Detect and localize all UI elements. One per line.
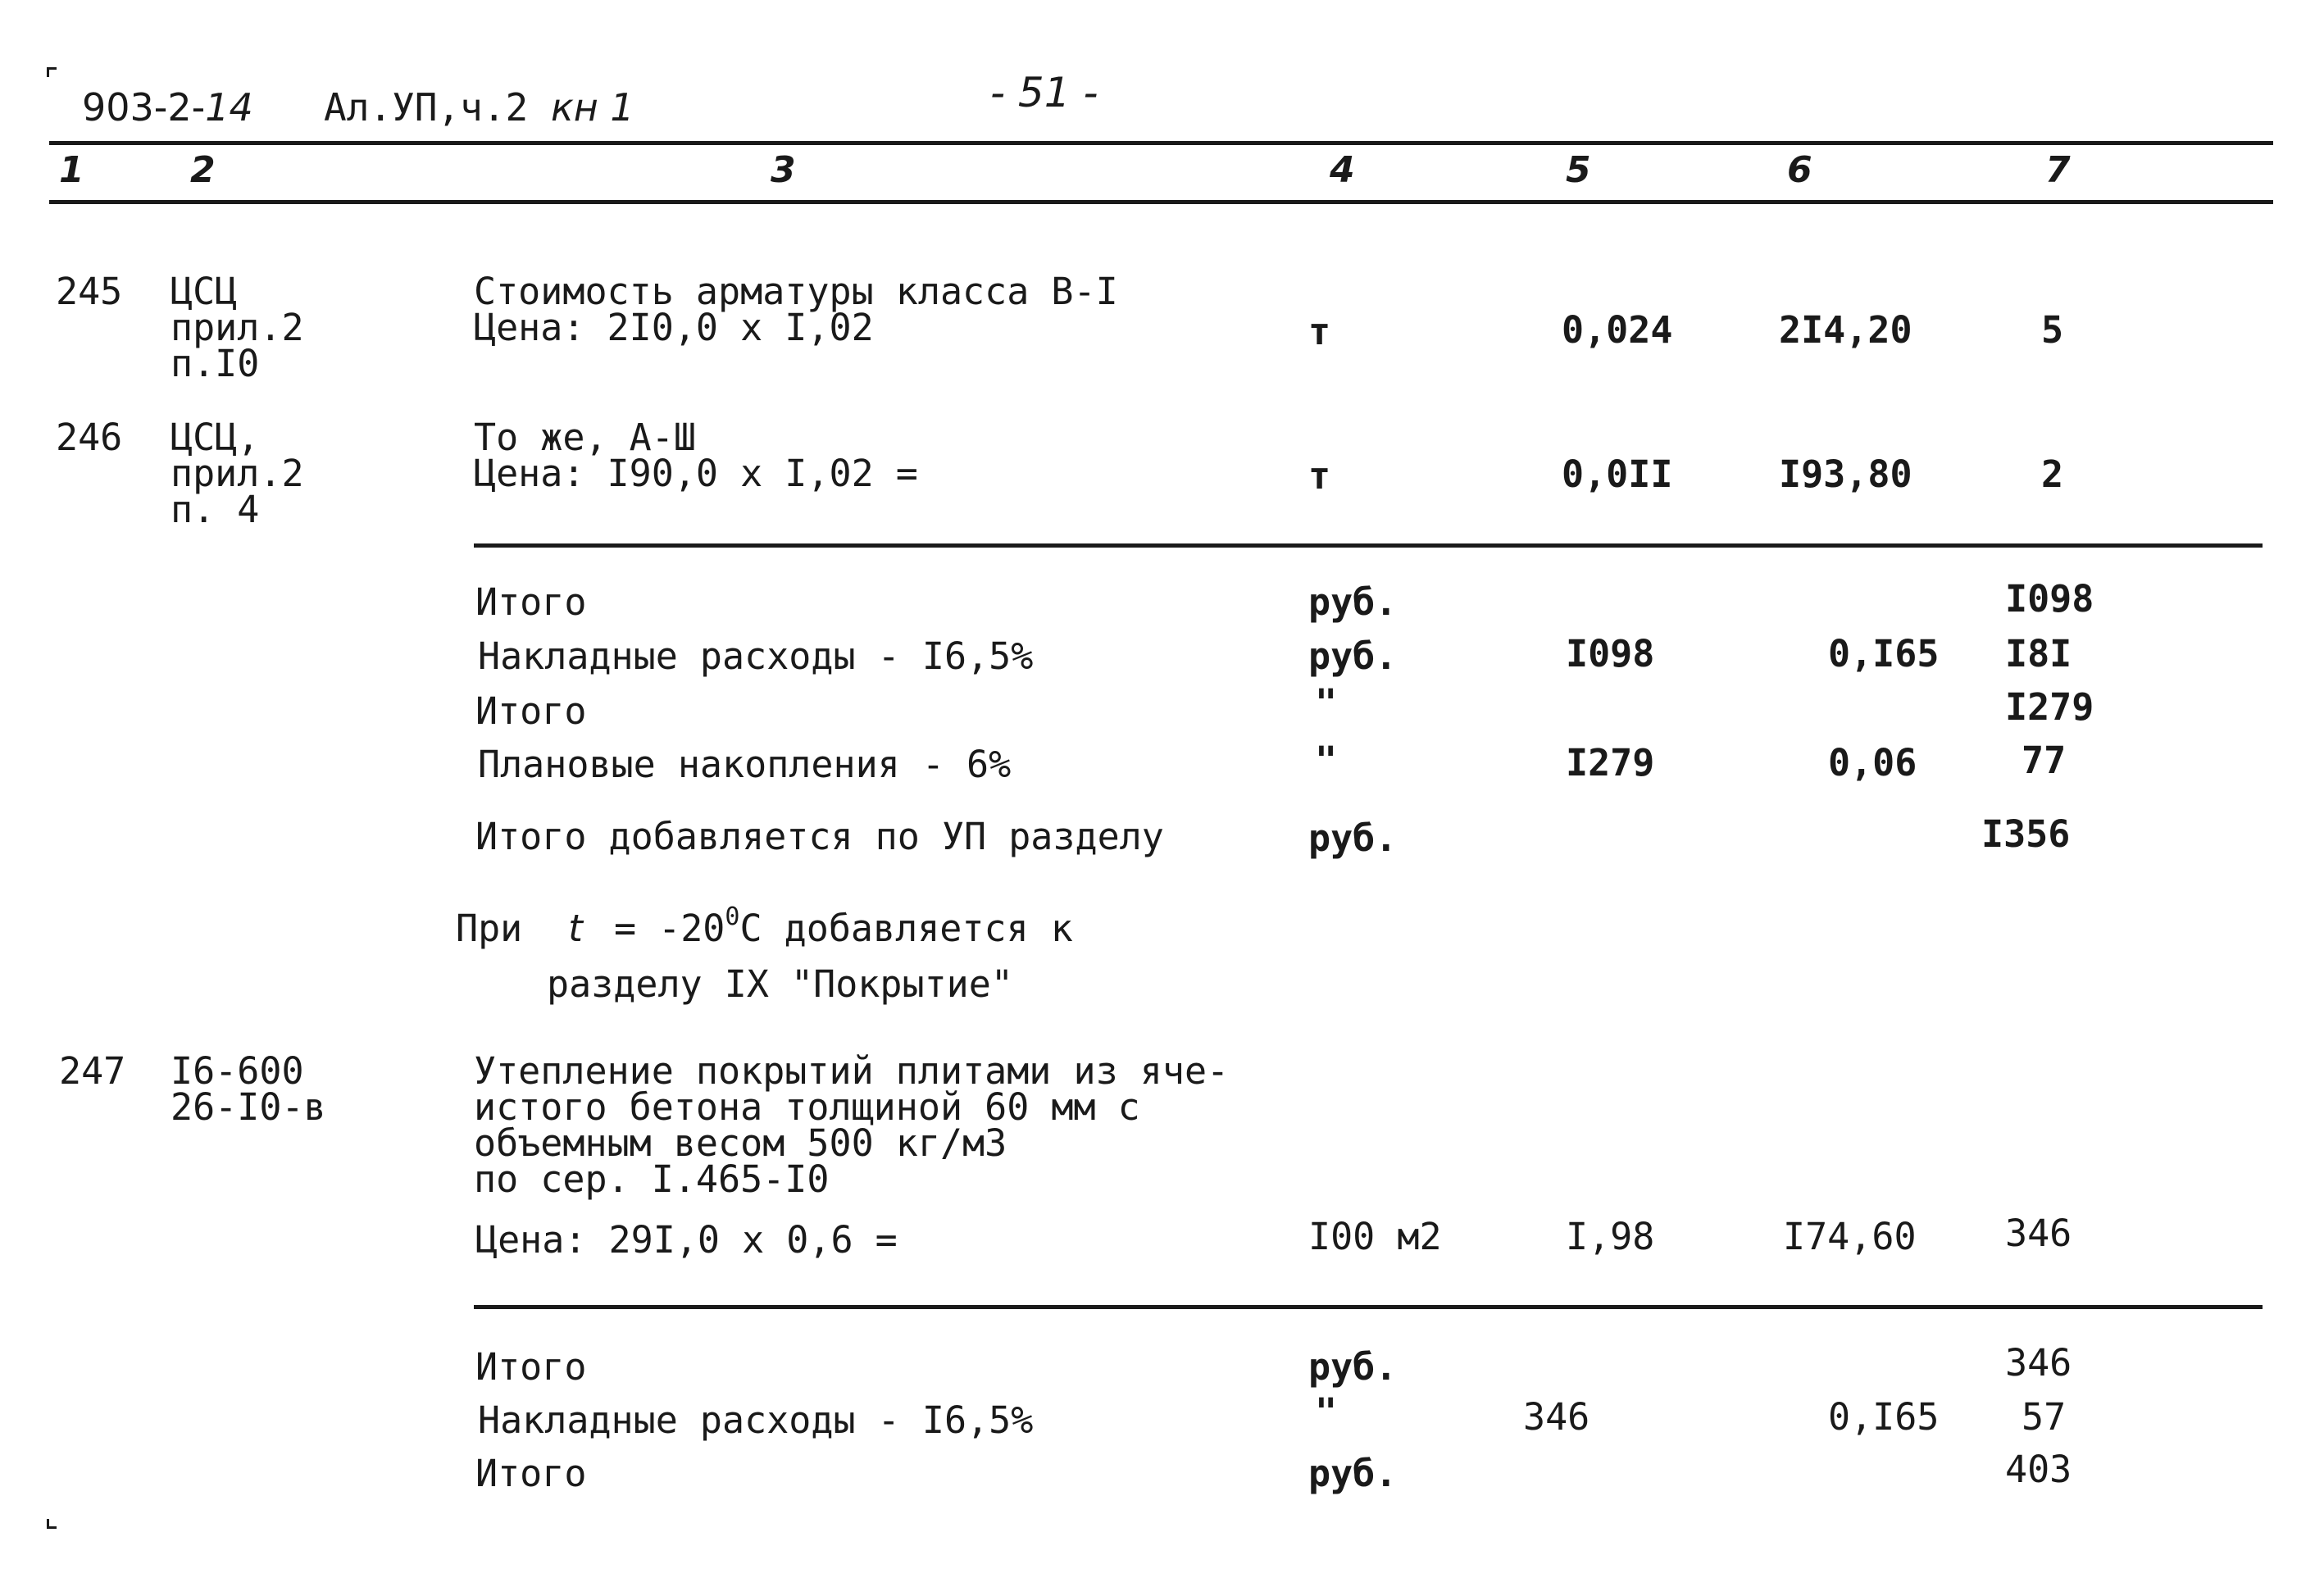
- col-num-7: 7: [2045, 149, 2071, 191]
- section-total-value: I356: [1981, 812, 2071, 856]
- totals1-rate-3: 0,06: [1828, 741, 1917, 784]
- row-246-ref: ЦСЦ, прил.2 п. 4: [171, 416, 304, 531]
- totals1-base-1: I098: [1566, 632, 1655, 675]
- row-246-price: I93,80: [1779, 452, 1912, 496]
- note-degree-sup: 0: [725, 903, 740, 931]
- totals1-label-3: Плановые накопления - 6%: [478, 743, 1012, 786]
- note-symbol: t: [568, 907, 583, 950]
- note-line-1: [456, 903, 1073, 950]
- totals1-total-2: I279: [2005, 685, 2094, 729]
- totals2-base-1: 346: [1523, 1395, 1590, 1439]
- row-247-total: 346: [2005, 1212, 2072, 1255]
- row-247-num: 247: [59, 1049, 126, 1093]
- album-ref: [324, 85, 634, 130]
- col-num-6: 6: [1787, 149, 1812, 191]
- header-rule-top: [49, 141, 2273, 145]
- doc-code: [82, 85, 253, 130]
- row-247-desc: Утепление покрытий плитами из яче- истого бетона толщиной 60 мм с объемным весом 500 кг/м3 по сер. I.465-I0: [474, 1049, 1230, 1201]
- totals2-unit-0: руб.: [1308, 1345, 1398, 1389]
- row-246-total: 2: [2041, 452, 2064, 496]
- row-246-num: 246: [56, 416, 123, 459]
- totals2-label-0: Итого: [475, 1345, 587, 1389]
- corner-mark-top-left: [47, 67, 57, 77]
- totals1-total-0: I098: [2005, 577, 2094, 621]
- row-246-qty: 0,0II: [1562, 452, 1673, 496]
- totals2-unit-1: ": [1315, 1390, 1338, 1434]
- album-printed: Ал.УП,ч.2: [324, 85, 529, 130]
- doc-code-printed: 903-2-: [82, 85, 206, 130]
- row-247-price: I74,60: [1783, 1215, 1917, 1258]
- totals1-unit-0: руб.: [1308, 580, 1398, 624]
- totals2-rate-1: 0,I65: [1828, 1395, 1940, 1439]
- section-rule-1: [474, 543, 2263, 548]
- row-246-unit: т: [1308, 454, 1331, 498]
- totals1-total-1: I8I: [2005, 632, 2072, 675]
- col-num-5: 5: [1566, 149, 1591, 191]
- row-246-desc: То же, А-Ш Цена: I90,0 x I,02 =: [474, 416, 918, 495]
- totals2-total-2: 403: [2005, 1448, 2072, 1491]
- row-245-num: 245: [56, 270, 123, 313]
- note-condition: = -20: [613, 907, 725, 950]
- row-245-qty: 0,024: [1562, 308, 1673, 352]
- totals1-base-3: I279: [1566, 741, 1655, 784]
- note-condition-rest: С добавляется к: [739, 907, 1073, 950]
- totals2-label-1: Накладные расходы - I6,5%: [478, 1398, 1034, 1442]
- page-number: - 51 -: [990, 69, 1098, 116]
- totals2-total-1: 57: [2022, 1395, 2067, 1439]
- section-total-label: Итого добавляется по УП разделу: [475, 815, 1164, 858]
- col-num-2: 2: [190, 149, 216, 191]
- row-245-desc: Стоимость арматуры класса В-I Цена: 2I0,0 x I,02: [474, 270, 1118, 349]
- totals1-label-2: Итого: [475, 689, 587, 733]
- row-245-price: 2I4,20: [1779, 308, 1912, 352]
- row-245-total: 5: [2041, 308, 2064, 352]
- header-rule-bottom: [49, 200, 2273, 204]
- note-line-2: разделу IX "Покрытие": [547, 962, 1013, 1006]
- col-num-1: 1: [59, 149, 84, 191]
- totals1-unit-1: руб.: [1308, 634, 1398, 678]
- totals1-unit-3: ": [1315, 739, 1338, 782]
- row-245-unit: т: [1308, 310, 1331, 353]
- row-245-ref: ЦСЦ прил.2 п.I0: [171, 270, 304, 385]
- album-handwritten: кн 1: [550, 85, 634, 130]
- section-total-unit: руб.: [1308, 816, 1398, 860]
- totals1-unit-2: ": [1315, 681, 1338, 725]
- section-rule-2: [474, 1305, 2263, 1309]
- row-247-ref: I6-600 26-I0-в: [171, 1049, 326, 1129]
- row-247-unit: I00 м2: [1308, 1215, 1442, 1258]
- row-247-qty: I,98: [1566, 1215, 1655, 1258]
- totals1-label-0: Итого: [475, 580, 587, 624]
- note-prefix: При: [456, 907, 523, 950]
- totals1-total-3: 77: [2022, 739, 2067, 782]
- totals2-label-2: Итого: [475, 1452, 587, 1495]
- corner-mark-bottom-left: [47, 1519, 57, 1529]
- col-num-3: 3: [771, 149, 796, 191]
- totals2-unit-2: руб.: [1308, 1452, 1398, 1495]
- totals1-rate-1: 0,I65: [1828, 632, 1940, 675]
- row-247-price-line: Цена: 29I,0 x 0,6 =: [475, 1218, 898, 1262]
- doc-code-handwritten: 14: [205, 85, 253, 130]
- totals1-label-1: Накладные расходы - I6,5%: [478, 634, 1034, 678]
- col-num-4: 4: [1330, 149, 1355, 191]
- totals2-total-0: 346: [2005, 1341, 2072, 1385]
